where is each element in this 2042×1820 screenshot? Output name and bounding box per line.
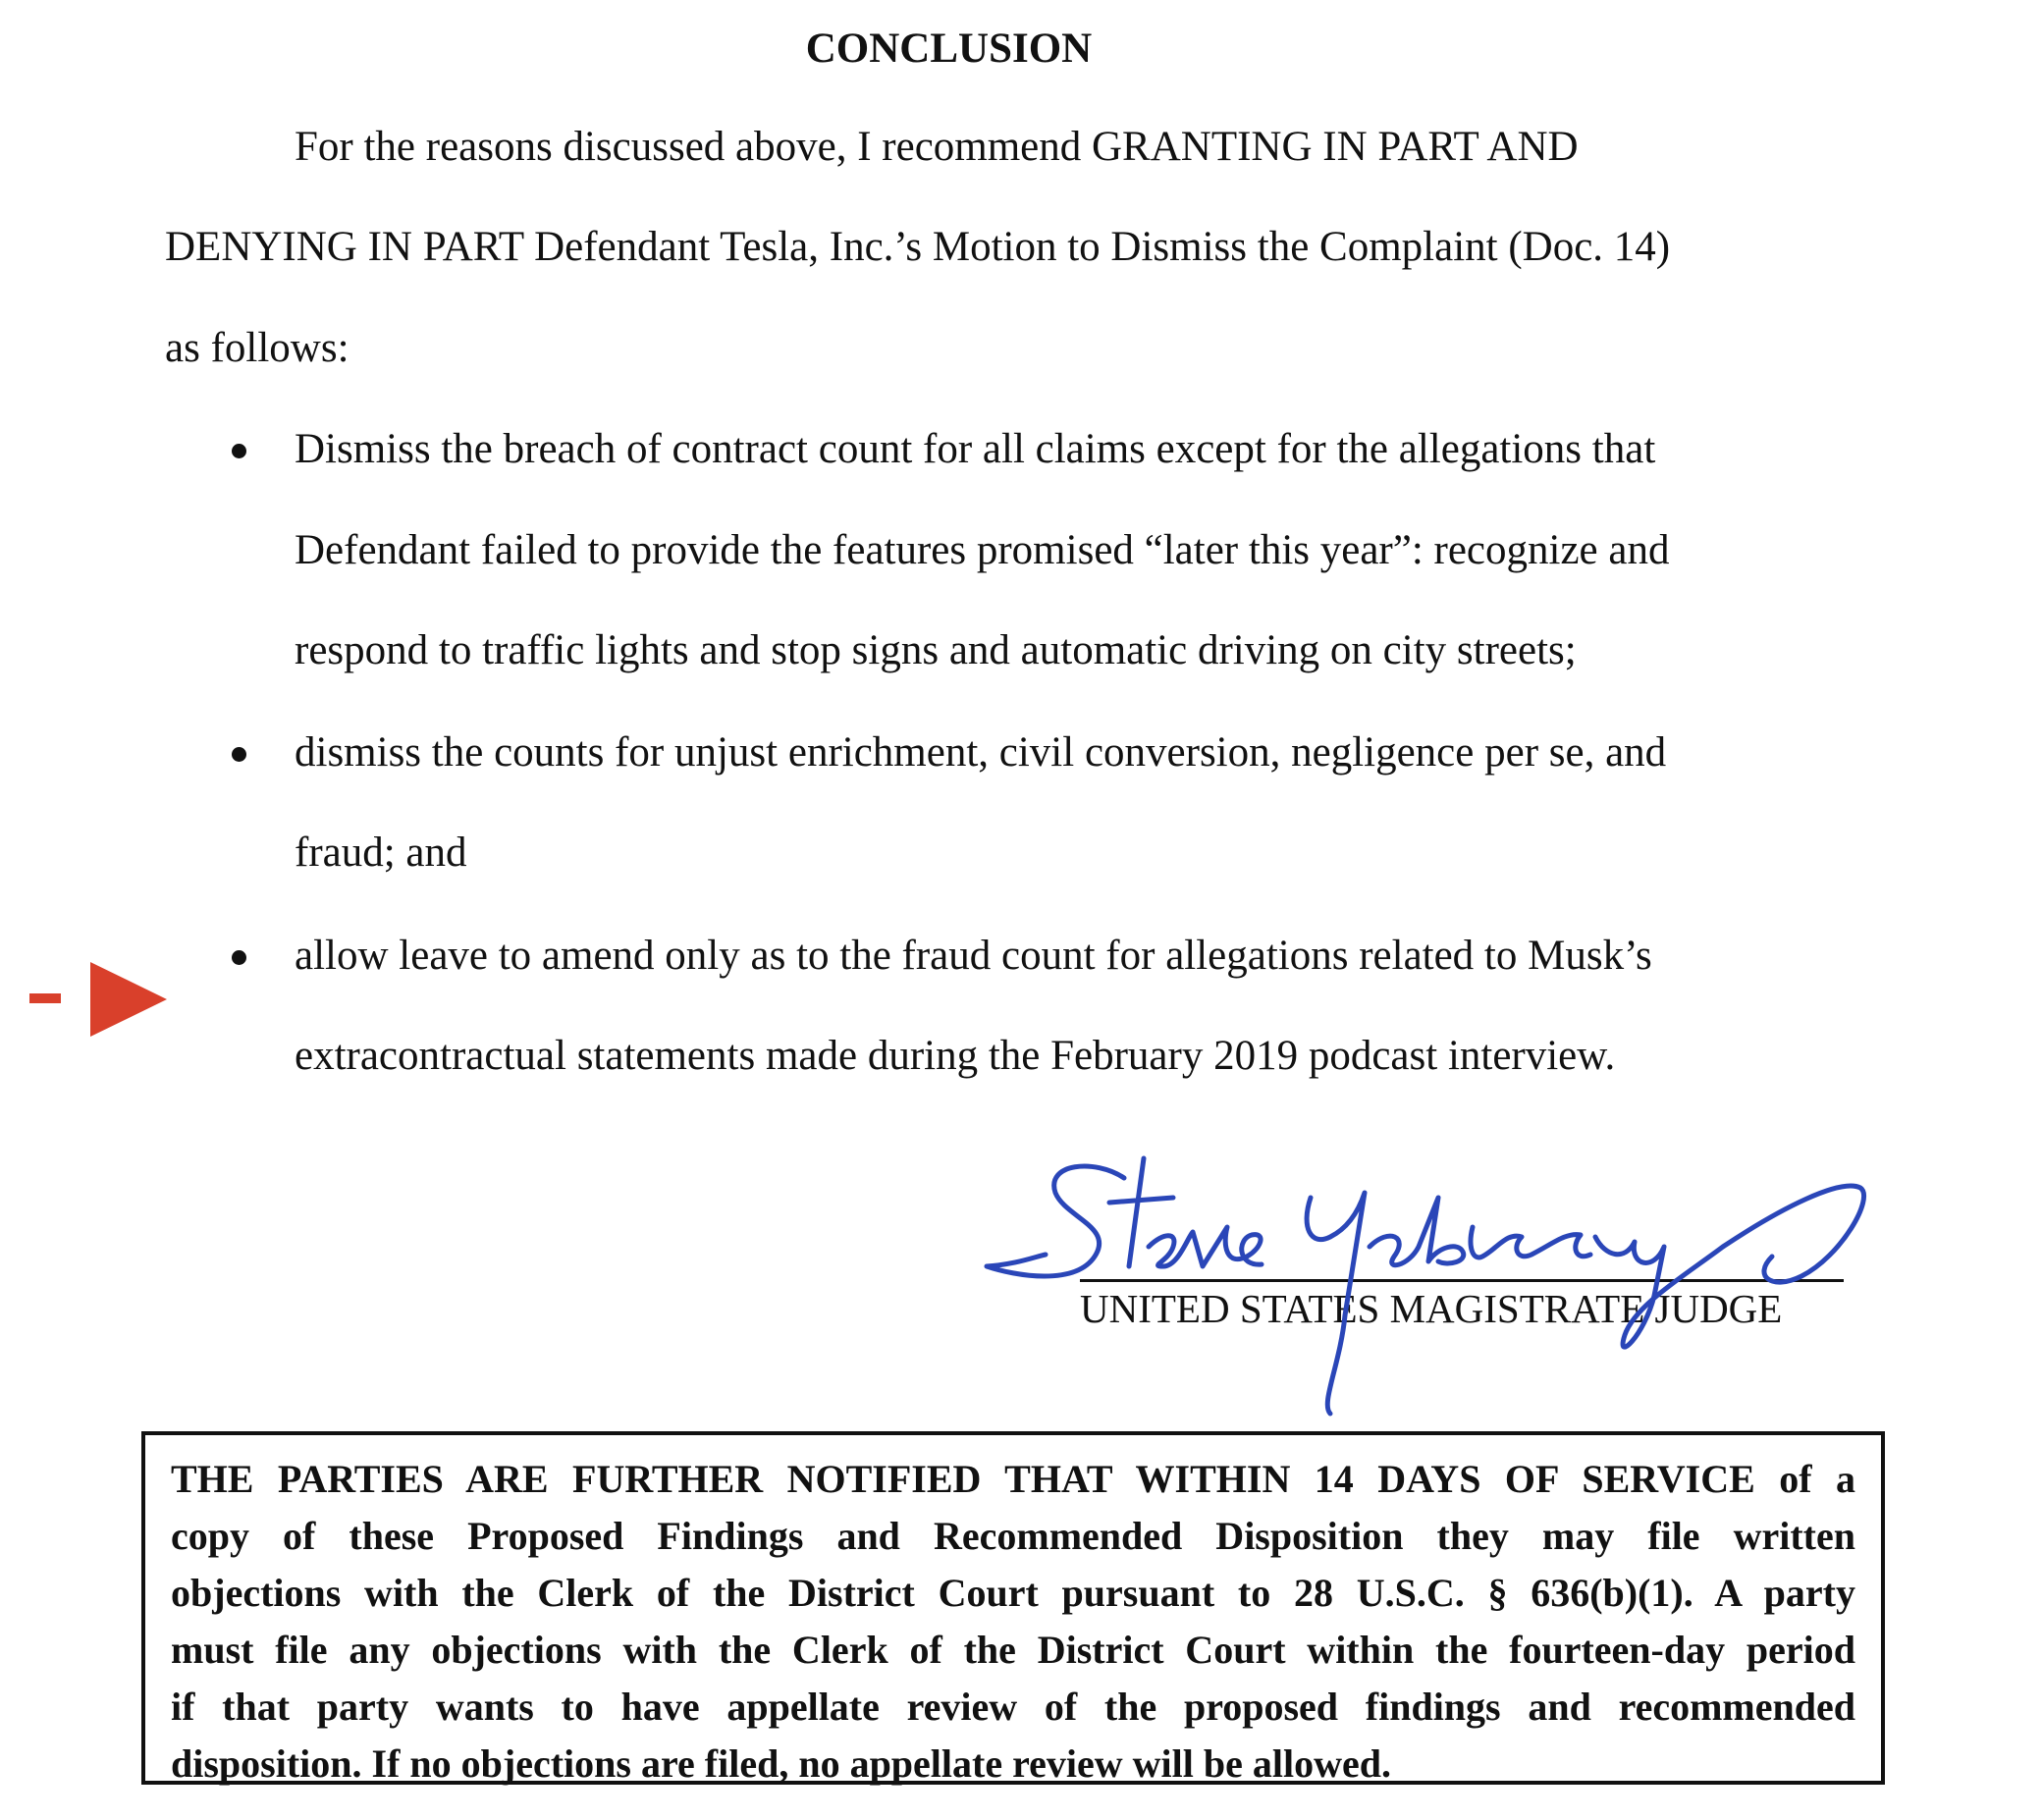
notice-line: objections with the Clerk of the District Court pursuant to 28 U.S.C. § 636(b)(1). A party — [171, 1571, 1855, 1615]
intro-line: DENYING IN PART Defendant Tesla, Inc.’s Motion to Dismiss the Complaint (Doc. 14) — [165, 224, 1671, 270]
notice-box — [141, 1431, 1885, 1785]
intro-line: as follows: — [165, 325, 349, 371]
bullet-1-line: Dismiss the breach of contract count for all claims except for the allegations that — [295, 426, 1656, 472]
bullet-dot-icon — [232, 747, 246, 762]
bullet-2-line: fraud; and — [295, 830, 467, 876]
bullet-dot-icon — [232, 444, 246, 458]
bullet-dot-icon — [232, 950, 246, 965]
bullet-3-line: extracontractual statements made during the February 2019 podcast interview. — [295, 1033, 1616, 1079]
bullet-3-line: allow leave to amend only as to the fraud count for allegations related to Musk’s — [295, 933, 1652, 979]
intro-line: For the reasons discussed above, I recommend GRANTING IN PART AND — [295, 124, 1579, 170]
bullet-1-line: Defendant failed to provide the features promised “later this year”: recognize and — [295, 527, 1670, 573]
red-arrow-icon — [29, 962, 167, 1041]
conclusion-heading: CONCLUSION — [805, 26, 1093, 72]
notice-line: if that party wants to have appellate review of the proposed findings and recommended — [171, 1685, 1855, 1729]
notice-line: must file any objections with the Clerk of the District Court within the fourteen-day period — [171, 1628, 1855, 1672]
notice-line: THE PARTIES ARE FURTHER NOTIFIED THAT WITHIN 14 DAYS OF SERVICE of a — [171, 1457, 1855, 1501]
bullet-1-line: respond to traffic lights and stop signs and automatic driving on city streets; — [295, 627, 1577, 673]
handwritten-signature — [977, 1139, 1900, 1433]
notice-line: copy of these Proposed Findings and Recommended Disposition they may file written — [171, 1514, 1855, 1558]
signature-title: UNITED STATES MAGISTRATE JUDGE — [1080, 1286, 1783, 1331]
notice-line: disposition. If no objections are filed, no appellate review will be allowed. — [171, 1741, 1391, 1786]
bullet-2-line: dismiss the counts for unjust enrichment, civil conversion, negligence per se, and — [295, 729, 1667, 776]
